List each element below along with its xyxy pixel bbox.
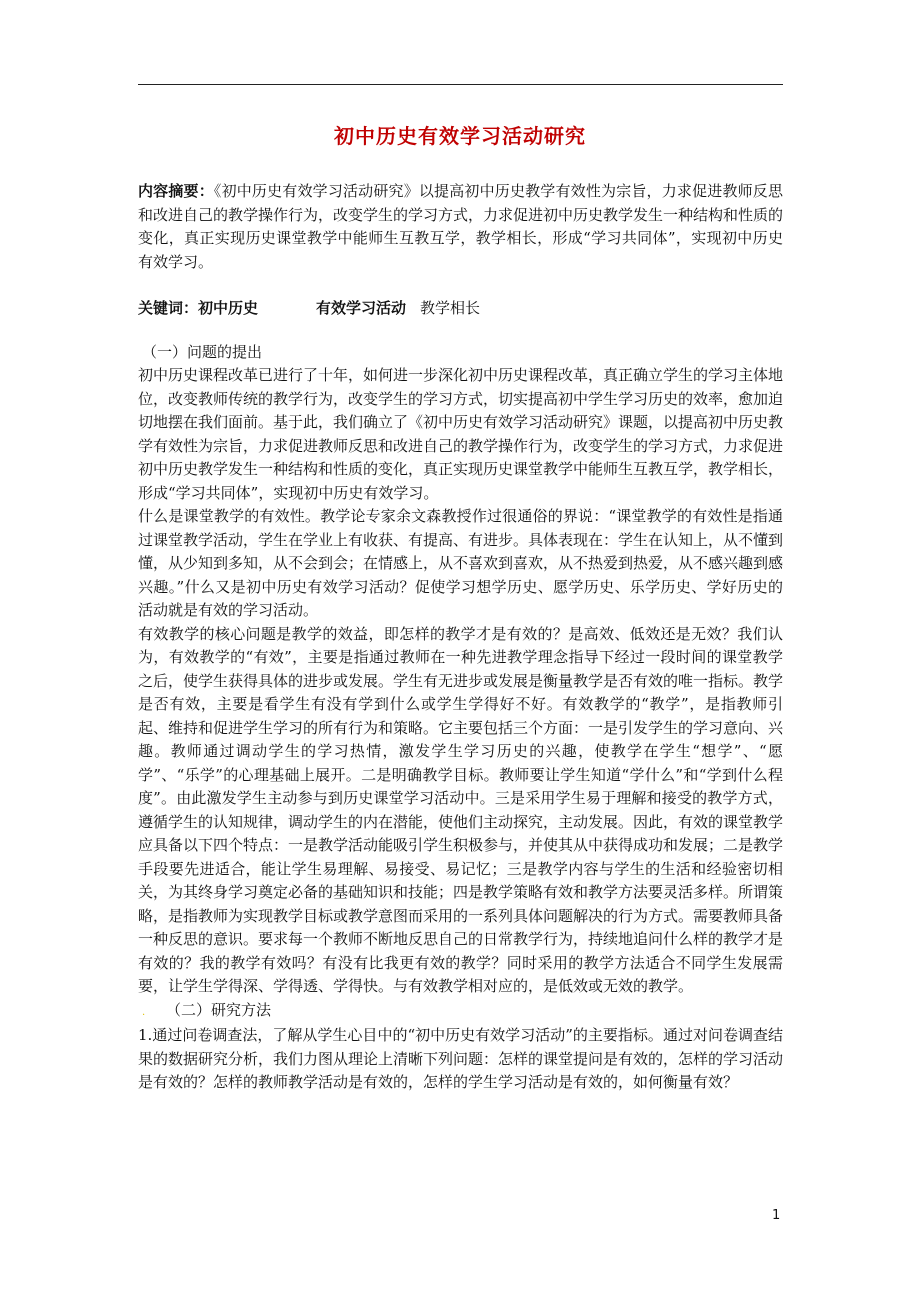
page-number: 1 [772,1208,781,1223]
section-1-paragraph-2: 什么是课堂教学的有效性。教学论专家余文森教授作过很通俗的界说：“课堂教学的有效性是指通过课堂教学活动，学生在学业上有收获、有提高、有进步。具体表现在：学生在认知上，从不懂到懂，从少知到多知，从不会到会；在情感上，从不喜欢到喜欢，从不热爱到热爱，从不感兴趣到感兴趣。”什么又是初中历史有效学习活动？促使学习想学历史、愿学历史、乐学历史、学好历史的活动就是有效的学习活动。 [138,507,784,619]
abstract-text: 《初中历史有效学习活动研究》以提高初中历史教学有效性为宗旨，力求促进教师反思和改进自己的教学操作行为，改变学生的学习方式，力求促进初中历史教学发生一种结构和性质的变化，真正实现历史课堂教学中能师生互教互学，教学相长，形成“学习共同体”，实现初中历史有效学习。 [138,182,784,271]
section-1-paragraph-1: 初中历史课程改革已进行了十年，如何进一步深化初中历史课程改革，真正确立学生的学习主体地位，改变教师传统的教学行为，改变学生的学习方式，切实提高初中学生学习历史的效率，愈加迫切地摆在我们面前。基于此，我们确立了《初中历史有效学习活动研究》课题，以提高初中历史教学有效性为宗旨，力求促进教师反思和改进自己的教学操作行为，改变学生的学习方式，力求促进初中历史教学发生一种结构和性质的变化，真正实现历史课堂教学中能师生互教互学，教学相长，形成“学习共同体”，实现初中历史有效学习。 [138,366,784,502]
abstract-paragraph [138,180,783,274]
document-body [138,180,783,1095]
section-1-heading: （一）问题的提出 [142,342,263,361]
section-2-heading: （二）研究方法 [166,1000,272,1019]
section-1-paragraph-3: 有效教学的核心问题是教学的效益，即怎样的教学才是有效的？是高效、低效还是无效？我们认为，有效教学的“有效”，主要是指通过教师在一种先进教学理念指导下经过一段时间的课堂教学之后，使学生获得具体的进步或发展。学生有无进步或发展是衡量教学是否有效的唯一指标。教学是否有效，主要是看学生有没有学到什么或学生学得好不好。有效教学的“教学”，是指教师引起、维持和促进学生学习的所有行为和策略。它主要包括三个方面：一是引发学生的学习意向、兴趣。教师通过调动学生的学习热情，激发学生学习历史的兴趣，使教学在学生“想学”、“愿学”、“乐学”的心理基础上展开。二是明确教学目标。教师要让学生知道“学什么”和“学到什么程度”。由此激发学生主动参与到历史课堂学习活动中。三是采用学生易于理解和接受的教学方式，遵循学生的认知规律，调动学生的内在潜能，使他们主动探究，主动发展。因此，有效的课堂教学应具备以下四个特点：一是教学活动能吸引学生积极参与，并使其从中获得成功和发展；二是教学手段要先进适合，能让学生易理解、易接受、易记忆；三是教学内容与学生的生活和经验密切相关，为其终身学习奠定必备的基础知识和技能；四是教学策略有效和教学方法要灵活多样。所谓策略，是指教师为实现教学目标或教学意图而采用的一系列具体问题解决的行为方式。需要教师具备一种反思的意识。要求每一个教师不断地反思自己的日常教学行为，持续地追问什么样的教学才是有效的？我的教学有效吗？有没有比我更有效的教学？同时采用的教学方法适合不同学生发展需要，让学生学得深、学得透、学得快。与有效教学相对应的，是低效或无效的教学。 [138,624,784,995]
abstract-label: 内容摘要： [138,182,214,200]
section-2-paragraph-1: 1.通过问卷调查法，了解从学生心目中的“初中历史有效学习活动”的主要指标。通过对问卷调查结果的数据研究分析，我们力图从理论上清晰下列问题：怎样的课堂提问是有效的，怎样的学习活动是有效的？怎样的教师教学活动是有效的，怎样的学生学习活动是有效的，如何衡量有效？ [138,1026,784,1091]
keyword-1: 初中历史 [198,299,259,317]
keywords-line [138,297,783,321]
keywords-label: 关键词： [138,299,199,317]
bullet-marker: . [142,1006,146,1018]
keyword-2: 有效学习活动 [316,299,407,317]
keyword-3: 教学相长 [420,299,481,317]
header-rule [138,84,783,85]
section-2-heading-line [138,999,783,1025]
page-title: 初中历史有效学习活动研究 [334,124,586,148]
